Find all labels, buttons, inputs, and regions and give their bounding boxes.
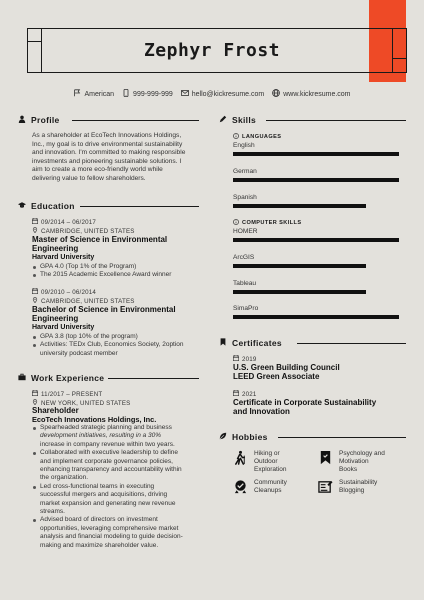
mail-icon <box>181 89 189 99</box>
experience-rule <box>108 378 199 379</box>
exp-1-achievements <box>32 424 210 550</box>
flag-icon <box>73 89 81 99</box>
list-item: Advised board of directors on investment opportunities, leveraging comprehensive market analysis and financial modeling to guide decision- making and maximize shareholder value. <box>32 516 210 550</box>
contact-bar <box>0 89 424 99</box>
header-frame-top <box>27 28 407 29</box>
list-item: Spearheaded strategic planning and business development initiatives, resulting in a 30% increase in company revenue within two years. <box>32 424 210 449</box>
skill-label: German <box>233 168 257 175</box>
skill-level-bar <box>233 238 399 242</box>
skill-level-bar <box>233 152 399 156</box>
skill-level-bar <box>233 290 366 294</box>
certificates-heading: Certificates <box>219 338 282 348</box>
bookmark-icon <box>318 450 333 468</box>
experience-heading: Work Experience <box>18 373 104 383</box>
cert-2-year: 2021 <box>233 390 257 398</box>
skill-group-languages: LANGUAGES <box>233 133 281 141</box>
exp-1-location: NEW YORK, UNITED STATES <box>32 399 131 407</box>
contact-phone[interactable]: 999-999-999 <box>122 89 173 99</box>
exp-1-company: EcoTech Innovations Holdings, Inc. <box>32 415 157 424</box>
edu-1-dates: 09/2014 – 06/2017 <box>32 218 96 226</box>
list-item: Activities: TEDx Club, Economics Society, 2option university podcast member <box>32 341 210 358</box>
hobbies-heading: Hobbies <box>219 432 268 442</box>
certificates-rule <box>297 343 406 344</box>
skills-heading: Skills <box>219 115 256 125</box>
profile-rule <box>72 120 199 121</box>
blog-icon <box>318 479 333 497</box>
contact-website[interactable]: www.kickresume.com <box>272 89 350 99</box>
globe-icon <box>272 89 280 99</box>
location-pin-icon <box>32 227 38 235</box>
calendar-icon <box>233 355 239 363</box>
info-icon <box>233 133 239 141</box>
bookmark-icon <box>219 338 227 348</box>
hobby-item: Sustainability Blogging <box>318 479 377 497</box>
edu-2-location: CAMBRIDGE, UNITED STATES <box>32 297 135 305</box>
list-item: The 2015 Academic Excellence Award winner <box>32 271 207 279</box>
profile-summary: As a shareholder at EcoTech Innovations Holdings, Inc., my goal is to drive environmental sustainability and innovation. I'm committed to making responsible investments and pioneering sustainable solutions. I aim to create a more eco-friendly world while delivering value to fellow shareholders. <box>32 132 186 182</box>
list-item: Collaborated with executive leadership to define and implement corporate governance policies, enhancing transparency and accountability within the organization. <box>32 449 210 483</box>
cert-1-year: 2019 <box>233 355 257 363</box>
education-rule <box>80 206 199 207</box>
phone-icon <box>122 89 130 99</box>
skill-label: Spanish <box>233 194 257 201</box>
calendar-icon <box>32 218 38 226</box>
hiking-icon <box>233 450 248 468</box>
cert-1-title: U.S. Green Building Council LEED Green Associate <box>233 363 340 381</box>
skill-level-bar <box>233 204 366 208</box>
skill-level-bar <box>233 264 366 268</box>
skill-label: English <box>233 142 255 149</box>
cert-2-title: Certificate in Corporate Sustainability and Innovation <box>233 398 377 416</box>
exp-1-role: Shareholder <box>32 406 79 415</box>
candidate-name: Zephyr Frost <box>143 40 281 61</box>
list-item: GPA 4.0 (Top 1% of the Program) <box>32 263 207 271</box>
skill-level-bar <box>233 315 399 319</box>
edu-2-details <box>32 333 210 358</box>
contact-email[interactable]: hello@kickresume.com <box>181 89 264 99</box>
edu-1-details <box>32 263 207 280</box>
contact-nationality: American <box>73 89 114 99</box>
education-heading: Education <box>18 201 75 211</box>
calendar-icon <box>32 288 38 296</box>
community-icon <box>233 479 248 497</box>
skill-label: ArcGIS <box>233 254 255 261</box>
skill-label: SimaPro <box>233 305 259 312</box>
location-pin-icon <box>32 297 38 305</box>
briefcase-icon <box>18 373 26 383</box>
skill-label: HOMER <box>233 228 258 235</box>
edu-2-school: Harvard University <box>32 324 95 331</box>
profile-heading: Profile <box>18 115 60 125</box>
graduation-cap-icon <box>18 201 26 211</box>
exp-1-dates: 11/2017 – PRESENT <box>32 390 102 398</box>
info-icon <box>233 219 239 227</box>
calendar-icon <box>233 390 239 398</box>
hobby-item: Psychology and Motivation Books <box>318 450 385 474</box>
list-item: Led cross-functional teams in executing successful mergers and acquisitions, driving market expansion and generating new revenue streams. <box>32 483 210 517</box>
hobby-item: Hiking or Outdoor Exploration <box>233 450 287 474</box>
person-icon <box>18 115 26 125</box>
hobbies-rule <box>278 437 406 438</box>
edu-1-degree: Master of Science in Environmental Engineering <box>32 235 168 253</box>
hobby-item: Community Cleanups <box>233 479 287 497</box>
skill-level-bar <box>233 178 399 182</box>
skills-rule <box>266 120 406 121</box>
edu-2-degree: Bachelor of Science in Environmental Engineering <box>32 305 176 323</box>
edu-2-dates: 09/2010 – 06/2014 <box>32 288 96 296</box>
skill-group-computer: COMPUTER SKILLS <box>233 219 301 227</box>
skill-label: Tableau <box>233 280 257 287</box>
edu-1-location: CAMBRIDGE, UNITED STATES <box>32 227 135 235</box>
calendar-icon <box>32 390 38 398</box>
leaf-icon <box>219 432 227 442</box>
list-item: GPA 3.8 (top 10% of the program) <box>32 333 210 341</box>
header-frame-bottom <box>27 72 407 73</box>
pencil-icon <box>219 115 227 125</box>
edu-1-school: Harvard University <box>32 254 95 261</box>
